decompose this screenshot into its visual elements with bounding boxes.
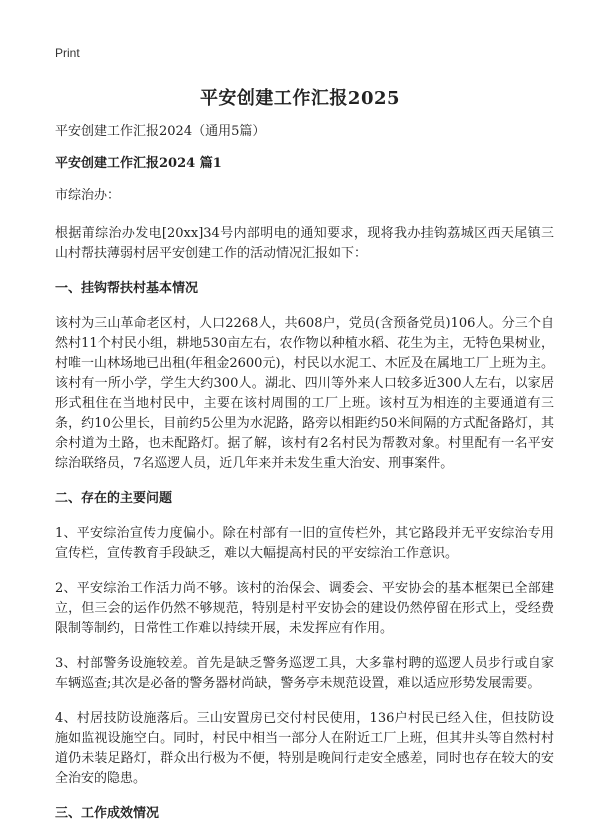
section-paragraph: 2、平安综治工作活力尚不够。该村的治保会、调委会、平安协会的基本框架已全部建立，但三会的运作仍然不够规范，特别是村平安协会的建设仍然停留在形式上，受经费限制等制约，日常性工作难以持续开展，未发挥应有作用。: [55, 581, 554, 636]
document-subtitle: 平安创建工作汇报2024（通用5篇）: [55, 124, 266, 139]
section-paragraph: 4、村居技防设施落后。三山安置房已交付村民使用，136户村民已经入住，但技防设施如监视设施空白。同时，村民中相当一部分人在附近工厂上班，但其井头等自然村村道仍未装足路灯，群众出行极为不便，特别是晚间行走安全感差，同时也存在较大的安全治安的隐患。: [55, 711, 554, 786]
document-body: [55, 122, 554, 839]
intro-paragraph: 根据莆综治办发电[20xx]34号内部明电的通知要求，现将我办挂钩荔城区西天尾镇三山村帮扶薄弱村居平安创建工作的活动情况汇报如下：: [55, 226, 554, 261]
section-heading-results: 三、工作成效情况: [55, 806, 160, 821]
section-heading-basic-info: 一、挂钩帮扶村基本情况: [55, 281, 199, 296]
salutation: 市综治办：: [55, 188, 121, 203]
document-title: 平安创建工作汇报2025: [199, 88, 401, 109]
print-link[interactable]: Print: [55, 46, 80, 60]
part-heading: 平安创建工作汇报2024 篇1: [55, 156, 222, 171]
section-paragraph: 该村为三山革命老区村，人口2268人，共608户，党员(含预备党员)106人。分三个自然村11个村民小组，耕地530亩左右，农作物以种植水稻、花生为主，无特色果树业，村唯一山林场地已出租(年租金2600元)，村民以水泥工、木匠及在属地工厂上班为主。该村有一所小学，学生大约300人。湖北、四川等外来人口较多近300人左右，以家居形式租住在当地村民中，主要在该村周围的工厂上班。该村互为相连的主要通道有三条，约10公里长，目前约5公里为水泥路，路旁以相距约50米间隔的方式配备路灯，其余村道为土路，也未配路灯。据了解，该村有2名村民为帮教对象。村里配有一名平安综治联络员，7名巡逻人员，近几年来并未发生重大治安、刑事案件。: [55, 316, 554, 471]
section-heading-problems: 二、存在的主要问题: [55, 491, 173, 506]
section-paragraph: 3、村部警务设施较差。首先是缺乏警务巡逻工具，大多靠村聘的巡逻人员步行或自家车辆巡查;其次是必备的警务器材尚缺，警务亭未规范设置，难以适应形势发展需要。: [55, 656, 554, 691]
section-paragraph: 1、平安综治宣传力度偏小。除在村部有一旧的宣传栏外，其它路段并无平安综治专用宣传栏，宣传教育手段缺乏，难以大幅提高村民的平安综治工作意识。: [55, 526, 554, 561]
